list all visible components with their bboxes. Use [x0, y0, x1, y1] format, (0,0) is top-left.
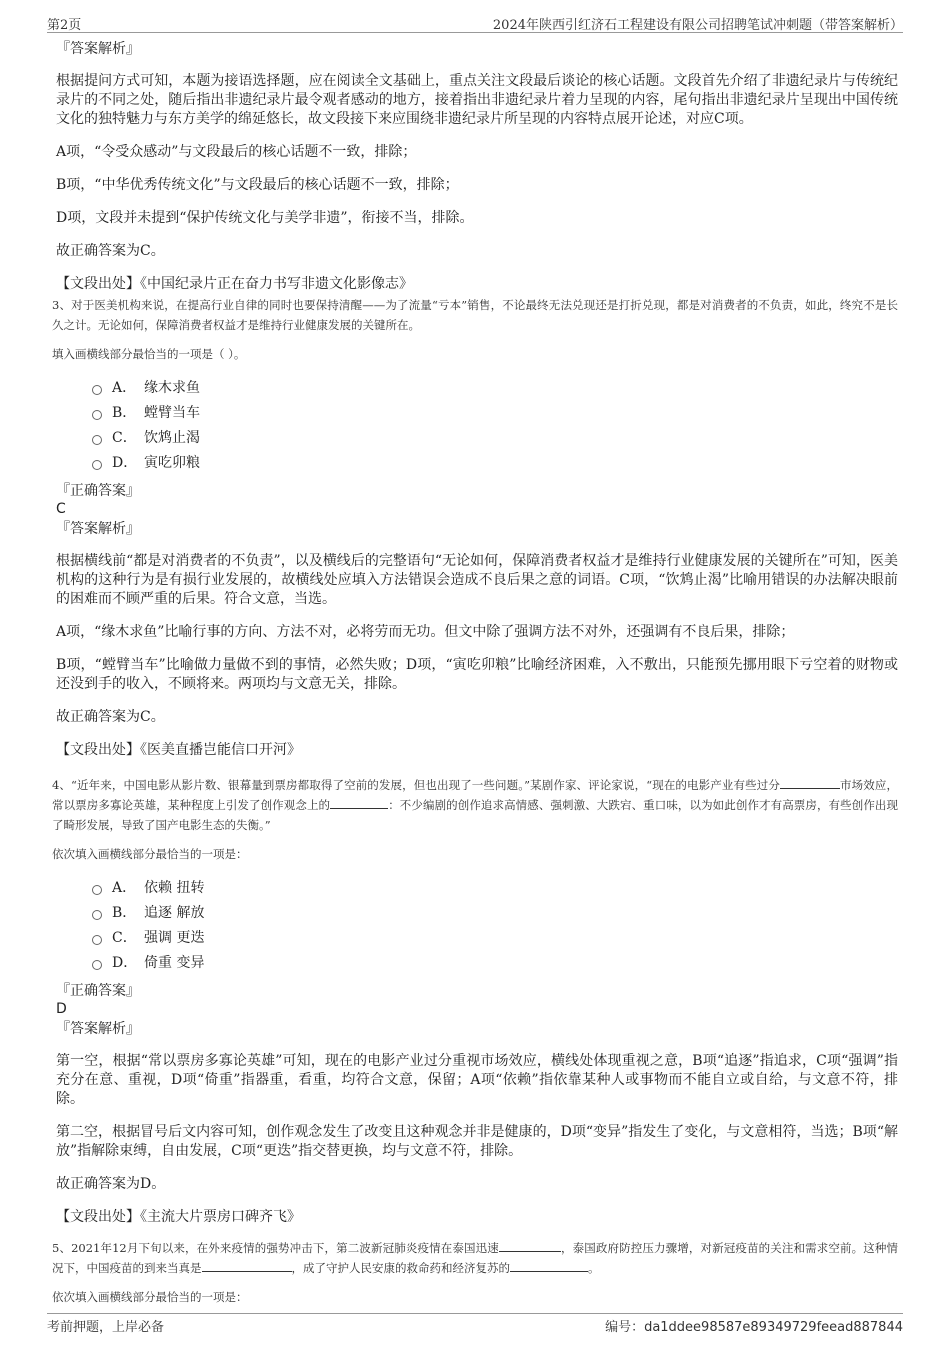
analysis-paragraph: B项，“螳臂当车”比喻做力量做不到的事情，必然失败；D项，“寅吃卯粮”比喻经济困难，入不敷出，只能预先挪用眼下亏空着的财物或还没到手的收入，不顾将来。两项均与文意无关，排除。	[56, 657, 898, 692]
question-stem	[52, 775, 898, 835]
source-citation: 【文段出处】《主流大片票房口碑齐飞》	[56, 1209, 301, 1225]
option-a[interactable]	[92, 879, 898, 897]
radio-icon[interactable]	[92, 410, 102, 420]
option-text: 饮鸩止渴	[144, 430, 200, 446]
page-header	[47, 12, 903, 33]
radio-icon[interactable]	[92, 435, 102, 445]
option-text: 强调 更迭	[144, 930, 205, 946]
option-b[interactable]	[92, 904, 898, 922]
analysis-conclusion: 故正确答案为C。	[56, 709, 165, 725]
question-prompt: 依次填入画横线部分最恰当的一项是：	[52, 1290, 248, 1304]
option-text: 倚重 变异	[144, 955, 205, 971]
question-prompt: 依次填入画横线部分最恰当的一项是：	[52, 847, 248, 861]
option-letter: A．	[112, 380, 137, 396]
analysis-paragraph: 根据提问方式可知，本题为接语选择题，应在阅读全文基础上，重点关注文段最后谈论的核心话题。文段首先介绍了非遗纪录片与传统纪录片的不同之处，随后指出非遗纪录片最令观者感动的地方，接着指出非遗纪录片着力呈现的内容，尾句指出非遗纪录片呈现出中国传统文化的独特魅力与东方美学的绵延悠长，故文段接下来应围绕非遗纪录片所呈现的内容特点展开论述，对应C项。	[56, 73, 898, 127]
stem-text: 市场效应，常以票房多寡论英雄，某种程度上引发了创作观念上的	[52, 778, 898, 812]
stem-text: 。	[588, 1261, 600, 1275]
stem-text: ：不少编剧的创作追求高情感、强刺激、大跌宕、重口味，以为如此创作才有高票房，有些创作出现了畸形发展，导致了国产电影生态的失衡。”	[52, 798, 899, 832]
analysis-paragraph: A项，“令受众感动”与文段最后的核心话题不一致，排除；	[56, 144, 417, 160]
option-c[interactable]	[92, 429, 898, 447]
option-text: 依赖 扭转	[144, 880, 205, 896]
option-list	[92, 879, 898, 972]
correct-answer-label: 『正确答案』	[56, 983, 140, 999]
option-text: 螳臂当车	[144, 405, 200, 421]
radio-icon[interactable]	[92, 385, 102, 395]
option-d[interactable]	[92, 454, 898, 472]
stem-text: ，成了守护人民安康的救命药和经济复苏的	[291, 1261, 510, 1275]
analysis-paragraph: B项，“中华优秀传统文化”与文段最后的核心话题不一致，排除；	[56, 177, 459, 193]
page-number: 第2页	[47, 18, 82, 33]
option-a[interactable]	[92, 379, 898, 397]
analysis-paragraph: 第一空，根据“常以票房多寡论英雄”可知，现在的电影产业过分重视市场效应，横线处体现重视之意，B项“追逐”指追求，C项“强调”指充分在意、重视，D项“倚重”指器重，看重，均符合文意，保留；A项“依赖”指依靠某种人或事物而不能自立或自给，与文意不符，排除。	[56, 1053, 898, 1107]
question-stem	[52, 1238, 898, 1278]
correct-answer: C	[56, 501, 66, 517]
analysis-label: 『答案解析』	[56, 1021, 140, 1037]
radio-icon[interactable]	[92, 460, 102, 470]
option-letter: C．	[112, 930, 137, 946]
analysis-conclusion: 故正确答案为C。	[56, 243, 165, 259]
radio-icon[interactable]	[92, 885, 102, 895]
radio-icon[interactable]	[92, 935, 102, 945]
option-text: 寅吃卯粮	[144, 455, 200, 471]
option-text: 缘木求鱼	[144, 380, 200, 396]
answer-blank	[202, 1259, 292, 1272]
analysis-paragraph: A项，“缘木求鱼”比喻行事的方向、方法不对，必将劳而无功。但文中除了强调方法不对外，还强调有不良后果，排除；	[56, 624, 795, 640]
radio-icon[interactable]	[92, 960, 102, 970]
answer-blank	[499, 1239, 561, 1252]
source-citation: 【文段出处】《中国纪录片正在奋力书写非遗文化影像志》	[56, 276, 413, 292]
correct-answer: D	[56, 1001, 67, 1017]
answer-blank	[510, 1259, 588, 1272]
question-prompt: 填入画横线部分最恰当的一项是（ ）。	[52, 347, 246, 361]
analysis-label: 『答案解析』	[56, 521, 140, 537]
option-list	[92, 379, 898, 472]
stem-text: 5、2021年12月下旬以来，在外来疫情的强势冲击下，第二波新冠肺炎疫情在泰国迅速	[52, 1241, 499, 1255]
source-citation: 【文段出处】《医美直播岂能信口开河》	[56, 742, 301, 758]
document-code: 编号：da1ddee98587e89349729feead887844	[605, 1320, 903, 1335]
page-content	[52, 40, 898, 1322]
analysis-paragraph: D项，文段并未提到“保护传统文化与美学非遗”，衔接不当，排除。	[56, 210, 474, 226]
option-letter: B．	[112, 905, 137, 921]
question-stem: 3、对于医美机构来说，在提高行业自律的同时也要保持清醒——为了流量“亏本”销售，不论最终无法兑现还是打折兑现，都是对消费者的不负责，如此，终究不是长久之计。无论如何，保障消费者权益才是维持行业健康发展的关键所在。	[52, 298, 898, 332]
answer-blank	[330, 796, 388, 809]
option-b[interactable]	[92, 404, 898, 422]
option-c[interactable]	[92, 929, 898, 947]
option-letter: B．	[112, 405, 137, 421]
radio-icon[interactable]	[92, 910, 102, 920]
footer-slogan: 考前押题，上岸必备	[47, 1320, 165, 1335]
correct-answer-label: 『正确答案』	[56, 483, 140, 499]
option-letter: D．	[112, 455, 138, 471]
option-letter: C．	[112, 430, 137, 446]
option-d[interactable]	[92, 954, 898, 972]
analysis-label: 『答案解析』	[56, 41, 140, 57]
document-title: 2024年陕西引红济石工程建设有限公司招聘笔试冲刺题（带答案解析）	[492, 18, 903, 33]
stem-text: ，泰国政府防控压力骤增，对新冠疫苗的关注和需求空前。这种情况下，中国疫苗的到来当真是	[52, 1241, 898, 1275]
option-text: 追逐 解放	[144, 905, 205, 921]
option-letter: A．	[112, 880, 137, 896]
answer-blank	[780, 776, 840, 789]
analysis-paragraph: 第二空，根据冒号后文内容可知，创作观念发生了改变且这种观念并非是健康的，D项“变异”指发生了变化，与文意相符，当选；B项“解放”指解除束缚，自由发展，C项“更迭”指交替更换，均与文意不符，排除。	[56, 1124, 898, 1159]
option-letter: D．	[112, 955, 138, 971]
analysis-paragraph: 根据横线前“都是对消费者的不负责”，以及横线后的完整语句“无论如何，保障消费者权益才是维持行业健康发展的关键所在”可知，医美机构的这种行为是有损行业发展的，故横线处应填入方法错误会造成不良后果之意的词语。C项，“饮鸩止渴”比喻用错误的办法解决眼前的困难而不顾严重的后果。符合文意，当选。	[56, 553, 898, 607]
stem-text: 4、“近年来，中国电影从影片数、银幕量到票房都取得了空前的发展，但也出现了一些问题。”某剧作家、评论家说，“现在的电影产业有些过分	[52, 778, 780, 792]
analysis-conclusion: 故正确答案为D。	[56, 1176, 166, 1192]
page-footer	[47, 1313, 903, 1334]
